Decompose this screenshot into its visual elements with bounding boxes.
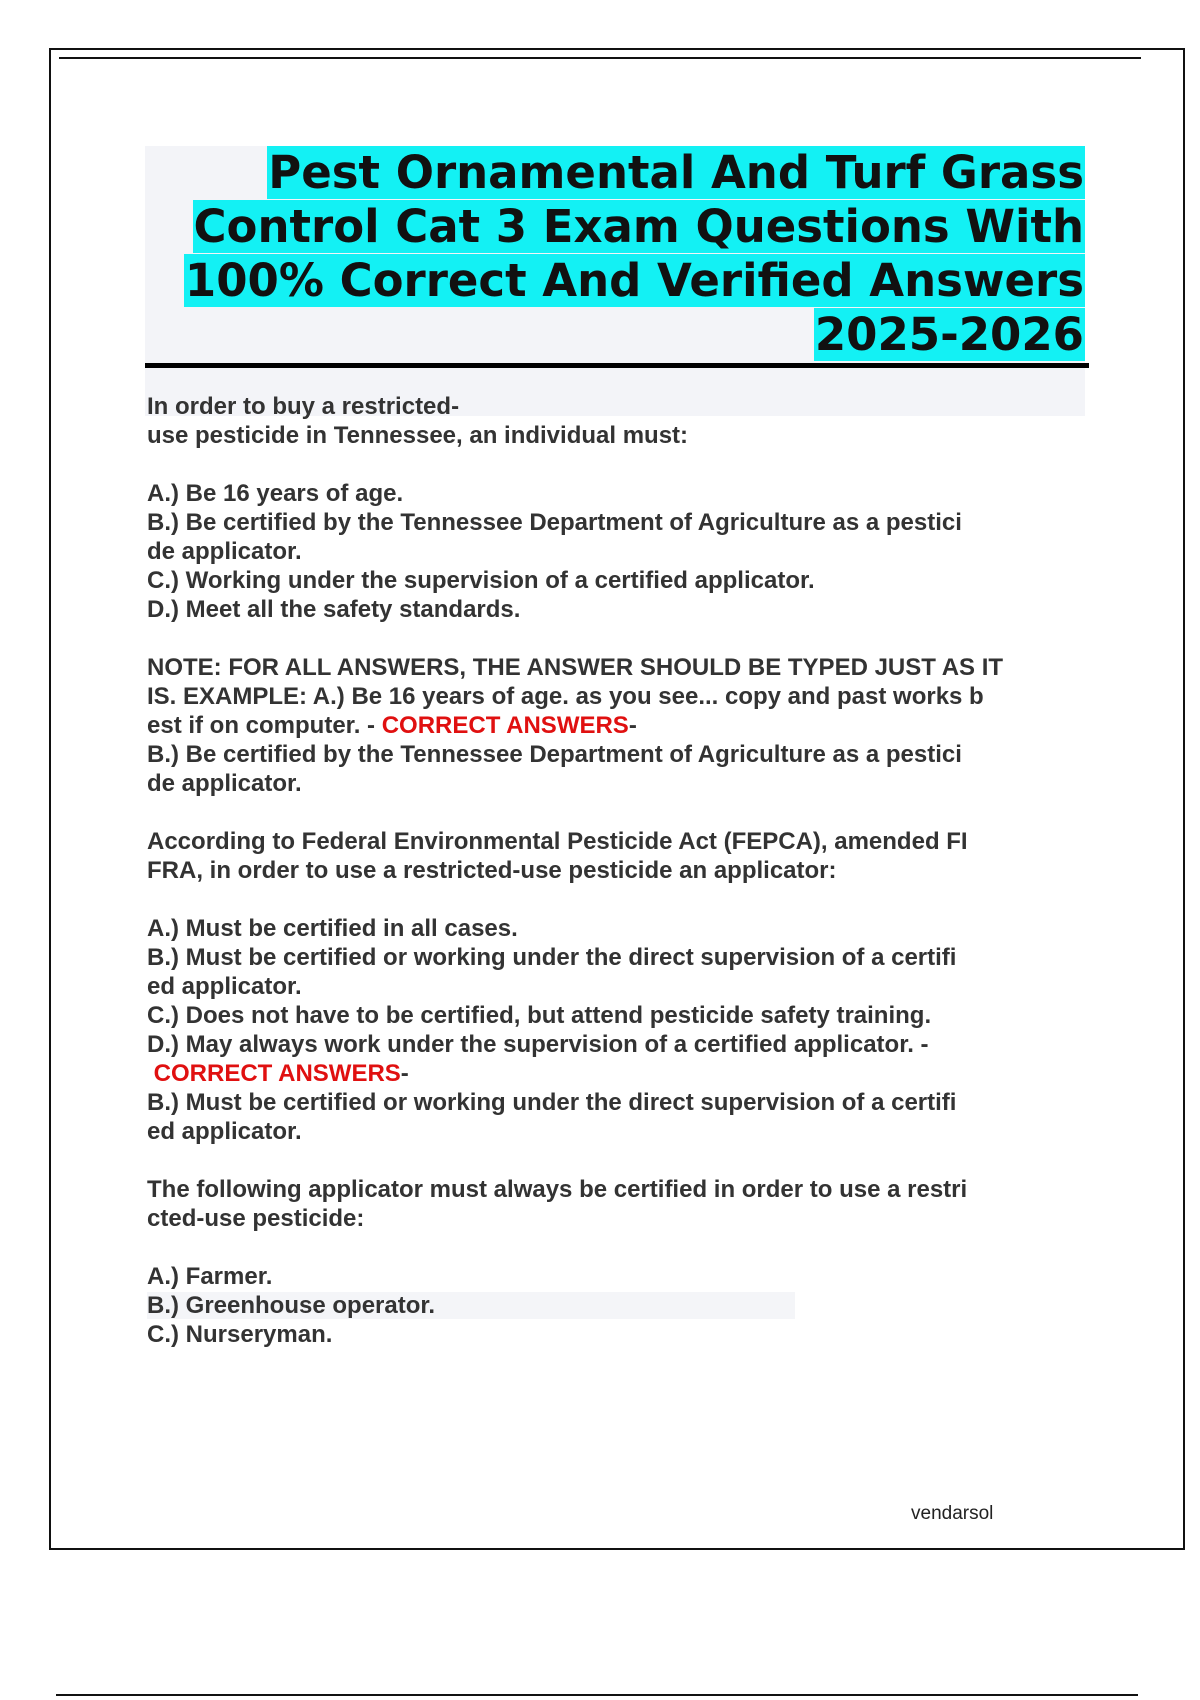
correct-answers-label: CORRECT ANSWERS [381,712,629,739]
top-divider [59,57,1141,59]
option-b-continued: ed applicator. [147,973,302,1000]
title-line: 2025-2026 [814,308,1084,361]
option-d: D.) May always work under the supervision of a certified applicator. - [147,1031,929,1058]
option-b: B.) Greenhouse operator. [147,1291,1087,1320]
option-a: A.) Must be certified in all cases. [147,915,518,942]
correct-answers-line: CORRECT ANSWERS- [153,1060,409,1087]
note-text: IS. EXAMPLE: A.) Be 16 years of age. as you see... copy and past works b [147,683,984,710]
title-line: 100% Correct And Verified Answers [184,254,1084,307]
question-text: According to Federal Environmental Pesticide Act (FEPCA), amended FI [147,828,968,855]
page-frame [49,48,1185,1550]
question-text: cted-use pesticide: [147,1205,365,1232]
note-text: NOTE: FOR ALL ANSWERS, THE ANSWER SHOULD BE TYPED JUST AS IT [147,654,1004,681]
option-a: A.) Farmer. [147,1263,273,1290]
question-text: The following applicator must always be certified in order to use a restri [147,1176,968,1203]
title-divider [145,363,1089,368]
option-b: B.) Be certified by the Tennessee Department of Agriculture as a pestici [147,509,962,536]
note-text-line: est if on computer. - CORRECT ANSWERS- [147,712,637,739]
question-text: In order to buy a restricted- [147,393,460,420]
option-a: A.) Be 16 years of age. [147,480,404,507]
question-block [147,392,1087,798]
option-c: C.) Working under the supervision of a certified applicator. [147,567,815,594]
correct-answers-label: CORRECT ANSWERS [153,1060,401,1087]
bottom-divider [56,1694,1138,1696]
answer-text: B.) Must be certified or working under the direct supervision of a certifi [147,1089,957,1116]
answer-text: ed applicator. [147,1118,302,1145]
document-title [145,146,1085,416]
option-d: D.) Meet all the safety standards. [147,596,521,623]
title-line: Pest Ornamental And Turf Grass [268,146,1084,199]
author-footer: vendarsol [911,1503,994,1524]
question-block [147,827,1087,1146]
question-text: use pesticide in Tennessee, an individual must: [147,422,689,449]
note-text: est if on computer. - [147,712,382,739]
title-line: Control Cat 3 Exam Questions With [193,200,1084,253]
answer-text: de applicator. [147,770,302,797]
option-c: C.) Does not have to be certified, but attend pesticide safety training. [147,1002,932,1029]
question-block [147,1175,1087,1349]
answer-text: B.) Be certified by the Tennessee Department of Agriculture as a pestici [147,741,962,768]
question-text: FRA, in order to use a restricted-use pesticide an applicator: [147,857,837,884]
option-b: B.) Must be certified or working under the direct supervision of a certifi [147,944,957,971]
question-list [147,392,1087,1349]
option-b-continued: de applicator. [147,538,302,565]
option-c: C.) Nurseryman. [147,1321,333,1348]
